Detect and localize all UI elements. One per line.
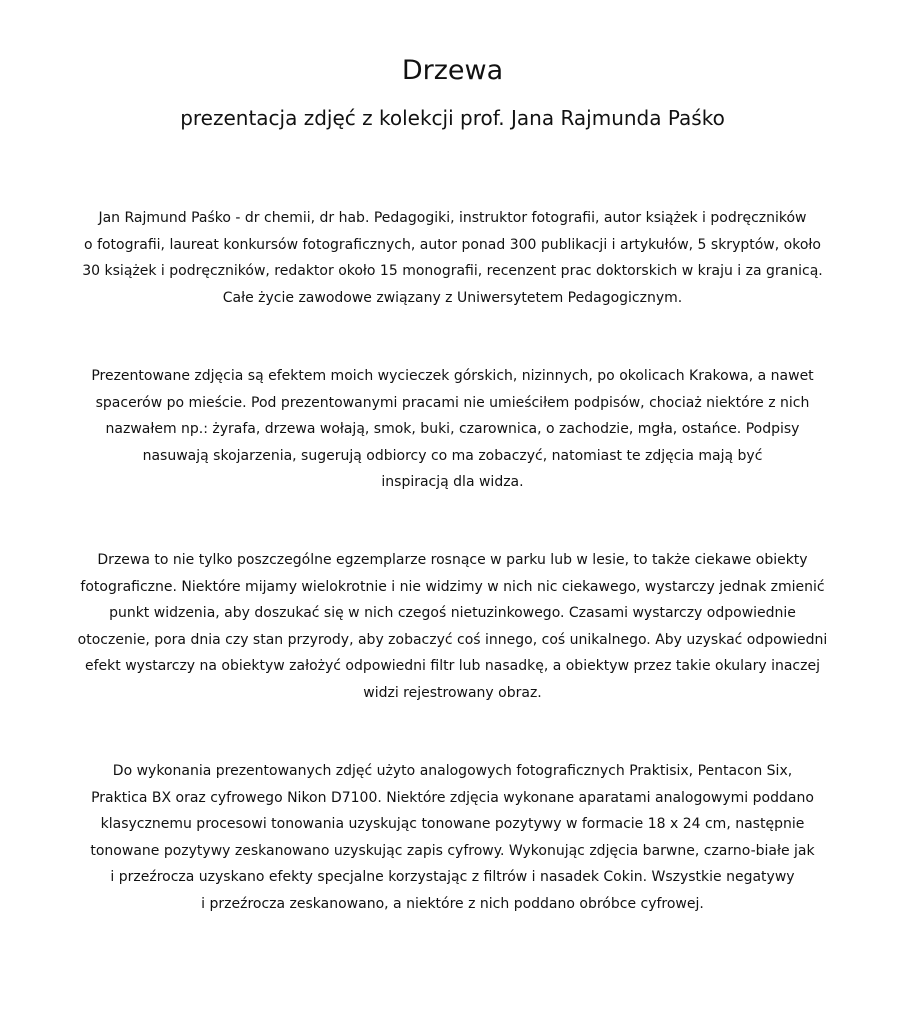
- paragraph-line: widzi rejestrowany obraz.: [363, 684, 542, 701]
- paragraph-line: inspiracją dla widza.: [381, 474, 524, 490]
- paragraph-line: Prezentowane zdjęcia są efektem moich wycieczek górskich, nizinnych, po okolicach Krakowa, a nawet: [91, 368, 814, 384]
- paragraph-photo-origin: [50, 363, 855, 496]
- paragraph-line: i przeźrocza uzyskano efekty specjalne korzystając z filtrów i nasadek Cokin. Wszystkie negatywy: [110, 869, 795, 885]
- paragraph-line: i przeźrocza zeskanowano, a niektóre z nich poddano obróbce cyfrowej.: [201, 895, 704, 912]
- paragraph-line: Całe życie zawodowe związany z Uniwersytetem Pedagogicznym.: [222, 289, 683, 306]
- paragraph-trees-description: [50, 547, 855, 706]
- paragraph-line: efekt wystarczy na obiektyw założyć odpowiedni filtr lub nasadkę, a obiektyw przez takie okulary inaczej: [85, 658, 820, 674]
- paragraph-line: klasycznemu procesowi tonowania uzyskując tonowane pozytywy w formacie 18 x 24 cm, następnie: [100, 816, 805, 832]
- paragraph-equipment: [50, 758, 855, 917]
- paragraph-line: tonowane pozytywy zeskanowano uzyskując zapis cyfrowy. Wykonując zdjęcia barwne, czarno-białe jak: [90, 842, 815, 859]
- page-title: Drzewa: [401, 55, 504, 86]
- paragraph-line: nasuwają skojarzenia, sugerują odbiorcy co ma zobaczyć, natomiast te zdjęcia mają być: [142, 447, 763, 464]
- paragraph-line: punkt widzenia, aby doszukać się w nich czegoś nietuzinkowego. Czasami wystarczy odpowiednie: [109, 605, 796, 621]
- paragraph-author-bio: [50, 205, 855, 311]
- paragraph-line: Do wykonania prezentowanych zdjęć użyto analogowych fotograficznych Praktisix, Pentacon Six,: [112, 763, 793, 779]
- paragraph-line: fotograficzne. Niektóre mijamy wielokrotnie i nie widzimy w nich nic ciekawego, wystarczy jednak zmienić: [80, 578, 825, 595]
- paragraph-line: Drzewa to nie tylko poszczególne egzemplarze rosnące w parku lub w lesie, to także ciekawe obiekty: [97, 552, 808, 568]
- paragraph-line: 30 książek i podręczników, redaktor około 15 monografii, recenzent prac doktorskich w kraju i za granicą.: [82, 263, 823, 279]
- paragraph-line: o fotografii, laureat konkursów fotograficznych, autor ponad 300 publikacji i artykułów, 5 skryptów, około: [84, 236, 821, 253]
- paragraph-line: nazwałem np.: żyrafa, drzewa wołają, smok, buki, czarownica, o zachodzie, mgła, ostańce. Podpisy: [105, 421, 800, 437]
- paragraph-line: Praktica BX oraz cyfrowego Nikon D7100. Niektóre zdjęcia wykonane aparatami analogowymi poddano: [91, 789, 814, 806]
- paragraph-line: otoczenie, pora dnia czy stan przyrody, aby zobaczyć coś innego, coś unikalnego. Aby uzyskać odpowiedni: [77, 631, 828, 648]
- page-subtitle: prezentacja zdjęć z kolekcji prof. Jana Rajmunda Paśko: [180, 106, 725, 130]
- paragraph-line: spacerów po mieście. Pod prezentowanymi pracami nie umieściłem podpisów, chociaż niektóre z nich: [95, 394, 810, 411]
- paragraph-line: Jan Rajmund Paśko - dr chemii, dr hab. Pedagogiki, instruktor fotografii, autor książek i podręczników: [98, 210, 807, 226]
